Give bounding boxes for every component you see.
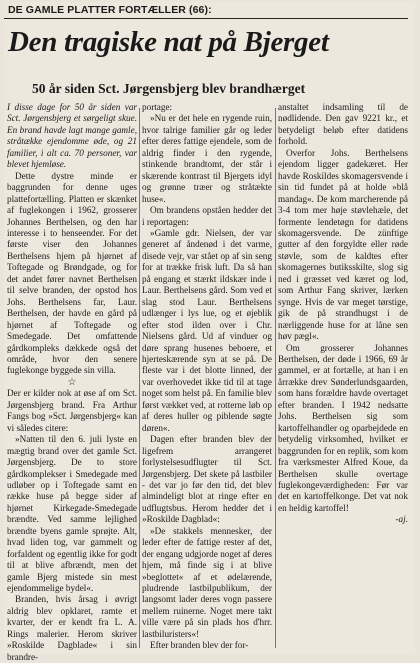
star-divider: ☆ (67, 376, 77, 388)
series-title: DE GAMLE PLATTER FORTÆLLER (66): (8, 4, 212, 16)
series-rule (4, 18, 408, 19)
headline: Den tragiske nat på Bjerget (8, 26, 329, 58)
body-paragraph: portage: (142, 102, 173, 112)
quote-paragraph: »Gamle gdr. Nielsen, der var generet af åndenød i det varme, disede vejr, var stået op af sin seng for at trække frisk luft. Da så han på engang et stærkt ildskær inde i Laur. Berthelsens gård. Som ved et slag stod Laur. Berthelsens udlænger i lys lue, og et øjeblik efter stod ilden over i Chr. Nielsens gård. Ud af vinduer og døre sprang husenes beboere, et hjerteskærende syn at se på. De fleste var i det blotte linned, der var overhovedet ikke tid til at tage noget som helst på. En familie blev først vækket ved, at rotterne løb op af deres huller og piblende søgte døren«. (142, 227, 272, 433)
quote-paragraph: »Nu er det hele en rygende ruin, hvor talrige familier går og leder efter deres fattige ejendele, som de aldrig finder i den rygende, stinkende brandtomt, der står i skærende kontrast til Bjergets idyl og grønne træer og stråtækte huse«. (142, 113, 272, 204)
body-paragraph: Efter branden blev der for- (150, 640, 249, 651)
article-column-2 (142, 102, 272, 652)
column-divider (139, 108, 140, 648)
column-divider (275, 108, 276, 648)
body-paragraph: Dagen efter branden blev der ligefrem arrangeret forlystelsesudflugter til Sct. Jørgensbjerg. Det skete på lastbiler - det var jo før den tid, det blev almindeligt blot at ringe efter en udflugtsbus. Herom hedder det i »Roskilde Dagblad«: (142, 434, 272, 525)
body-paragraph: Branden, hvis årsag i øvrigt aldrig blev opklaret, ramte et kvarter, der er kendt fra L. A. Rings malerier. Herom skriver »Roskilde Dagblade« i sin brandre- (7, 594, 137, 662)
author-signature: -aj. (395, 514, 408, 525)
article-column-1 (7, 102, 137, 663)
body-paragraph: Dette dystre minde er baggrunden for denne uges plattefortælling. Platten er skænket af fuglekongen i 1962, grosserer Johannes Berthelsen, og den har interesse i to henseender. For det første viser den Johannes Berthelsens hjem på hjørnet af Toftegade og Brøndgade, og for det andet fører navnet Berthelsen til selve branden, der opstod hos Johs. Berthelsens far, Laur. Berthelsen, der havde en gård på hjørnet af Toftegade og Smedegade. Det omfattende gårdkompleks dækkede også det område, hvor den senere fuglekonge byggede sin villa. (7, 170, 137, 376)
subheadline: 50 år siden Sct. Jørgensbjerg blev brandhærget (32, 81, 306, 96)
article-column-3 (278, 102, 408, 526)
body-paragraph: anstaltet indsamling til de nødlidende. Den gav 9221 kr., et betydeligt beløb efter datidens forhold. (278, 102, 408, 147)
body-paragraph: Der er kilder nok at øse af om Sct. Jørgensbjerg brand. Fra Arthur Fangs bog »Sct. Jørgensbjerg« kan vi således citere: (7, 388, 137, 433)
quote-paragraph: »De stakkels mennesker, der leder efter de fattige rester af det, der engang udgjorde noget af deres hjem, må finde sig i at blive »beglottet« af et ødelærende, pludrende lastbilpublikum, der langsomt lader deres vogn passere mellem ruinerne. Noget mere takt ville være på sin plads hos d'hrr. lastbiluristers«! (142, 525, 272, 639)
lead-paragraph: I disse dage for 50 år siden var Sct. Jørgensbjerg et sørgeligt skue. En brand havde lagt mange gamle, stråtække ejendomme øde, og 21 familier, i alt ca. 70 personer, var blevet hjemløse. (7, 102, 137, 170)
quote-paragraph: »Natten til den 6. juli lyste en mægtig brand over det gamle Sct. Jørgensbjerg. De to store gårdkomplekser i Smedegade med udløber op i Toftegade samt en række huse på begge sider af hjørnet Kirkegade-Smedegade brændte. Ved samme lejlighed brændte byens gamle sprøjte. Alt, hvad liden tog, var gammelt og forfaldent og egentlig ikke for godt til at blive afbrændt, men det gamle Bjerg mistede sin mest ejendommelige bydel«. (7, 434, 137, 594)
body-paragraph: Om grosserer Johannes Berthelsen, der døde i 1966, 69 år gammel, er at fortælle, at han i en årrække drev Sønderlundsgaarden, som hans forældre havde overtaget efter branden. I 1942 nedsatte Johs. Berthelsen sig som kartoffelhandler og oparbejdede en betydelig virksomhed, hvilket er baggrunden for en replik, som kom fra værksmester Alfred Koue, da Berthelsen skulle overtage fuglekongeværdigheden: Før var det en kartoffelkonge. Det vat nok en heldig kartoffel! (278, 342, 408, 513)
body-paragraph: Om brandens opståen hedder det i reportagen: (142, 205, 272, 227)
body-paragraph: Overfor Johs. Berthelsens ejendom ligger gadekæret. Her havde Roskildes skomagersvende i sin tid fundet på at holde »blå mandag«. De kom marcherende på 3-4 tom mer høje støvlehæle, det formente lendetøgn for datidens skomagersvende. De zünftige gutter af den forgyldte eller røde støvle, som de kaldtes efter skomagernes butiksskilte, slog sig ned i græsset ved kæret og lod, som Arthur Fang skriver, lærken synge. Hvis de var meget tørstige, gik de på strandhugst i de nærliggende huse for at låne sen høv pægl«. (278, 147, 408, 342)
